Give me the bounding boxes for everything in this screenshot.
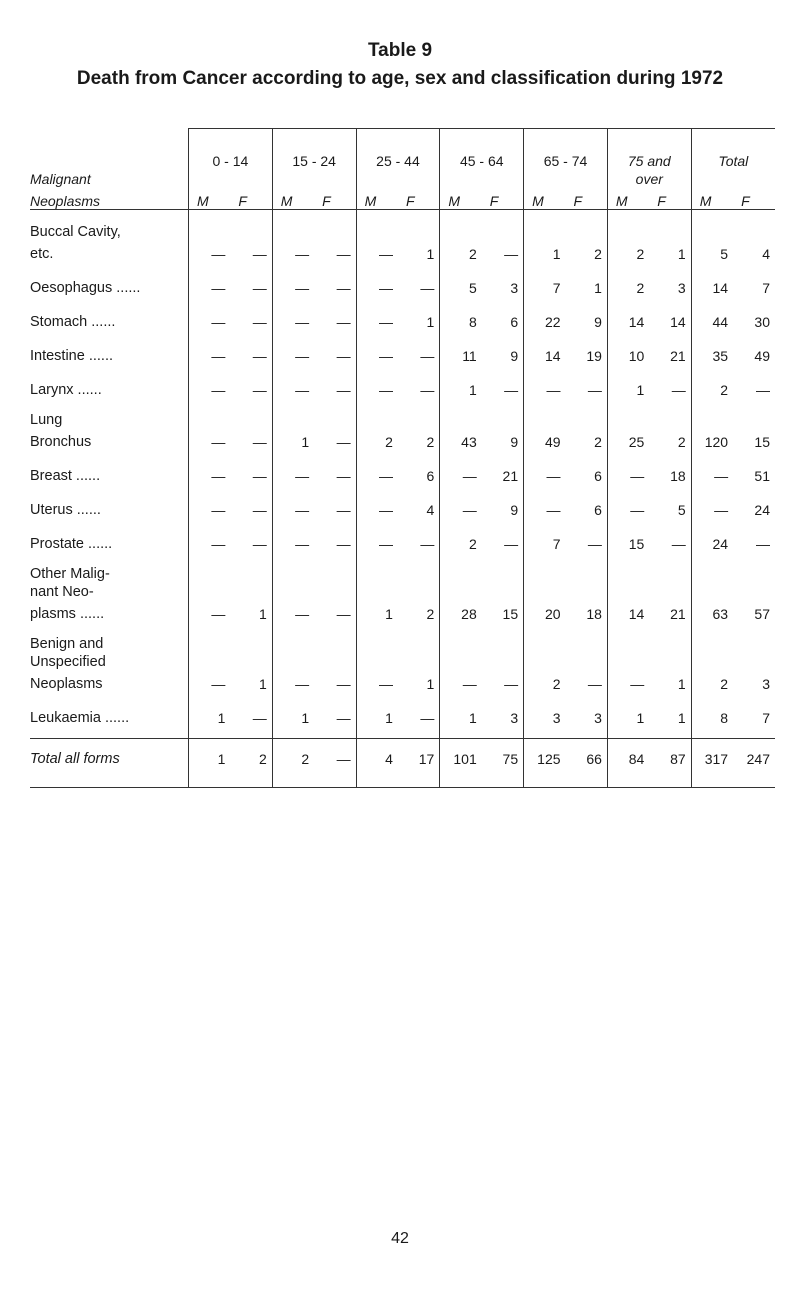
male-value-cell: 35 (712, 348, 729, 364)
female-value-cell: 1 (649, 704, 691, 726)
cancer-deaths-table (30, 128, 775, 788)
male-value-cell: 84 (628, 751, 645, 767)
male-value-cell: — (295, 280, 310, 296)
male-value-cell: 14 (628, 314, 645, 330)
row-label: Prostate ...... (30, 530, 189, 552)
male-value-cell: — (211, 502, 226, 518)
female-value-cell: 2 (649, 428, 691, 450)
male-value-cell: 120 (704, 434, 729, 450)
male-value-cell: — (378, 536, 393, 552)
male-value-cell: — (378, 502, 393, 518)
female-value-cell: — (314, 600, 356, 622)
female-value-cell: — (398, 704, 440, 726)
age-group-header-line2: over (607, 169, 691, 187)
female-value-cell: — (230, 428, 272, 450)
table-row (30, 462, 775, 484)
male-value-cell: 22 (544, 314, 561, 330)
female-value-cell: — (314, 462, 356, 484)
female-value-cell: — (398, 376, 440, 398)
male-value-cell: — (378, 314, 393, 330)
age-group-header: 25 - 44 (356, 147, 440, 169)
female-value-cell: 9 (482, 428, 524, 450)
female-value-cell: 2 (566, 428, 608, 450)
female-value-cell: 15 (482, 600, 524, 622)
female-value-cell: 75 (482, 745, 524, 767)
female-value-cell: 49 (754, 348, 770, 364)
row-label: Intestine ...... (30, 342, 189, 364)
male-value-cell: 5 (468, 280, 477, 296)
female-value-cell: 51 (754, 468, 770, 484)
female-value-cell: — (230, 496, 272, 518)
header-top-rule (30, 129, 775, 148)
male-value-cell: 7 (552, 280, 561, 296)
male-value-cell: — (211, 468, 226, 484)
female-value-cell: 24 (754, 502, 770, 518)
table-title: Table 9 (367, 40, 433, 61)
male-value-cell: — (714, 468, 729, 484)
female-value-cell: 1 (649, 670, 691, 692)
male-value-cell: — (462, 676, 477, 692)
female-value-cell: 6 (566, 462, 608, 484)
male-value-cell: — (211, 280, 226, 296)
header-age-groups (30, 147, 775, 169)
total-header: Total (718, 153, 749, 169)
female-value-cell: 3 (482, 274, 524, 296)
female-value-cell: 18 (649, 462, 691, 484)
male-value-cell: — (295, 536, 310, 552)
female-header: F (733, 187, 775, 210)
female-value-cell: — (314, 342, 356, 364)
female-value-cell: 87 (649, 745, 691, 767)
table-row (30, 704, 775, 726)
female-value-cell: 21 (649, 600, 691, 622)
male-value-cell: 3 (552, 710, 561, 726)
male-value-cell: 14 (628, 606, 645, 622)
female-value-cell: — (230, 308, 272, 330)
male-value-cell: 7 (552, 536, 561, 552)
female-value-cell: — (314, 530, 356, 552)
male-value-cell: 1 (468, 710, 477, 726)
male-value-cell: — (546, 502, 561, 518)
table-total (30, 739, 775, 788)
male-value-cell: 10 (628, 348, 645, 364)
female-value-cell: 14 (649, 308, 691, 330)
row-label: Breast ...... (30, 462, 189, 484)
male-value-cell: — (295, 502, 310, 518)
male-value-cell: 1 (552, 246, 561, 262)
female-value-cell: 1 (649, 240, 691, 262)
male-header: M (440, 187, 482, 210)
female-header: F (649, 187, 691, 210)
female-value-cell: 4 (762, 246, 770, 262)
female-value-cell: — (398, 274, 440, 296)
female-value-cell: 2 (398, 428, 440, 450)
male-value-cell: — (378, 468, 393, 484)
row-label: Neoplasms (30, 670, 189, 692)
female-value-cell: 6 (482, 308, 524, 330)
male-value-cell: — (211, 676, 226, 692)
female-value-cell: — (649, 376, 691, 398)
table-row-label-line (30, 564, 775, 582)
male-value-cell: 1 (636, 710, 645, 726)
female-value-cell: 9 (566, 308, 608, 330)
female-value-cell: — (314, 496, 356, 518)
male-value-cell: 2 (301, 751, 310, 767)
age-group-header: 0 - 14 (189, 147, 273, 169)
female-value-cell: 3 (762, 676, 770, 692)
male-header: M (189, 187, 231, 210)
female-header: F (482, 187, 524, 210)
female-value-cell: 19 (566, 342, 608, 364)
table-row (30, 530, 775, 552)
male-value-cell: — (714, 502, 729, 518)
female-value-cell: 9 (482, 496, 524, 518)
row-label: Lung (30, 410, 189, 428)
male-value-cell: — (211, 606, 226, 622)
female-value-cell: — (756, 382, 770, 398)
male-value-cell: 25 (628, 434, 645, 450)
female-value-cell: 6 (566, 496, 608, 518)
header-row-2 (30, 169, 775, 187)
female-header: F (566, 187, 608, 210)
female-value-cell: — (482, 530, 524, 552)
male-value-cell: — (295, 468, 310, 484)
male-value-cell: 2 (636, 280, 645, 296)
female-value-cell: — (230, 274, 272, 296)
female-value-cell: — (230, 240, 272, 262)
female-value-cell: 247 (746, 751, 770, 767)
female-value-cell: 2 (398, 600, 440, 622)
male-value-cell: — (211, 348, 226, 364)
female-value-cell: 57 (754, 606, 770, 622)
table-row (30, 600, 775, 622)
male-value-cell: 101 (453, 751, 477, 767)
male-value-cell: — (462, 502, 477, 518)
female-value-cell: — (314, 240, 356, 262)
male-value-cell: 2 (636, 246, 645, 262)
male-value-cell: 20 (544, 606, 561, 622)
female-value-cell: 3 (566, 704, 608, 726)
male-value-cell: — (295, 382, 310, 398)
male-header: M (691, 187, 733, 210)
female-value-cell: 1 (398, 240, 440, 262)
female-value-cell: 21 (482, 462, 524, 484)
male-value-cell: 14 (544, 348, 561, 364)
female-value-cell: 6 (398, 462, 440, 484)
male-value-cell: — (211, 246, 226, 262)
table-subtitle: Death from Cancer according to age, sex and classification during 1972 (76, 68, 724, 89)
female-value-cell: — (398, 342, 440, 364)
male-value-cell: 2 (468, 246, 477, 262)
male-value-cell: 8 (468, 314, 477, 330)
male-value-cell: 2 (552, 676, 561, 692)
male-value-cell: 24 (712, 536, 729, 552)
male-value-cell: — (378, 676, 393, 692)
male-value-cell: — (211, 382, 226, 398)
male-value-cell: 1 (636, 382, 645, 398)
male-value-cell: — (546, 382, 561, 398)
male-value-cell: 14 (712, 280, 729, 296)
female-value-cell: — (314, 274, 356, 296)
female-value-cell: 30 (754, 314, 770, 330)
female-value-cell: 7 (762, 280, 770, 296)
male-value-cell: 44 (712, 314, 729, 330)
female-value-cell: — (314, 376, 356, 398)
male-value-cell: 1 (301, 434, 310, 450)
table-row-label-line (30, 582, 775, 600)
male-value-cell: 11 (462, 348, 477, 364)
female-value-cell: 66 (566, 745, 608, 767)
female-value-cell: — (314, 745, 356, 767)
row-label: Buccal Cavity, (30, 222, 189, 240)
table-row (30, 274, 775, 296)
male-value-cell: 2 (385, 434, 393, 450)
female-value-cell: 1 (230, 670, 272, 692)
male-value-cell: 8 (720, 710, 729, 726)
female-value-cell: — (482, 240, 524, 262)
female-value-cell: 21 (649, 342, 691, 364)
female-value-cell: 4 (398, 496, 440, 518)
female-value-cell: — (482, 376, 524, 398)
row-label: Leukaemia ...... (30, 704, 189, 726)
row-label: plasms ...... (30, 600, 189, 622)
row-label-header-line2: Neoplasms (30, 187, 189, 210)
female-value-cell: — (314, 704, 356, 726)
male-value-cell: — (295, 314, 310, 330)
female-value-cell: — (566, 376, 608, 398)
female-value-cell: — (230, 704, 272, 726)
male-value-cell: 2 (720, 382, 729, 398)
female-value-cell: 1 (566, 274, 608, 296)
female-value-cell: — (566, 670, 608, 692)
row-label: Oesophagus ...... (30, 274, 189, 296)
row-label-header-line1: Malignant (30, 169, 189, 187)
male-header: M (272, 187, 314, 210)
row-label: Unspecified (30, 652, 189, 670)
male-value-cell: 1 (301, 710, 310, 726)
male-value-cell: — (295, 348, 310, 364)
female-value-cell: 1 (398, 670, 440, 692)
male-value-cell: 5 (720, 246, 729, 262)
male-value-cell: — (378, 246, 393, 262)
female-value-cell: 18 (566, 600, 608, 622)
male-value-cell: 63 (712, 606, 729, 622)
female-value-cell: 15 (754, 434, 770, 450)
table-row-label-line (30, 410, 775, 428)
male-value-cell: — (378, 280, 393, 296)
row-label: Other Malig- (30, 564, 189, 582)
female-value-cell: — (230, 342, 272, 364)
female-header: F (398, 187, 440, 210)
table-row (30, 670, 775, 692)
male-value-cell: 28 (461, 606, 477, 622)
female-value-cell: — (314, 428, 356, 450)
male-value-cell: — (378, 382, 393, 398)
male-value-cell: — (630, 468, 645, 484)
table-row-label-line (30, 222, 775, 240)
female-value-cell: — (230, 530, 272, 552)
male-value-cell: — (211, 314, 226, 330)
male-value-cell: 1 (217, 710, 226, 726)
age-group-header: 75 and (607, 147, 691, 169)
table-row-label-line (30, 634, 775, 652)
male-value-cell: 43 (461, 434, 477, 450)
female-value-cell: 2 (230, 745, 272, 767)
female-value-cell: — (314, 308, 356, 330)
male-header: M (607, 187, 649, 210)
female-value-cell: — (398, 530, 440, 552)
table-row-label-line (30, 652, 775, 670)
male-value-cell: 317 (704, 751, 729, 767)
male-value-cell: — (295, 606, 310, 622)
male-value-cell: 125 (537, 751, 561, 767)
table-body (30, 210, 775, 739)
table-row (30, 308, 775, 330)
page-number: 42 (391, 1230, 409, 1247)
row-label: nant Neo- (30, 582, 189, 600)
row-label: Larynx ...... (30, 376, 189, 398)
male-value-cell: 49 (544, 434, 561, 450)
row-label: Stomach ...... (30, 308, 189, 330)
row-label: Bronchus (30, 428, 189, 450)
male-value-cell: 1 (385, 606, 393, 622)
female-value-cell: 3 (649, 274, 691, 296)
table-row (30, 496, 775, 518)
age-group-header: 45 - 64 (440, 147, 524, 169)
row-label: Total all forms (30, 745, 189, 767)
male-value-cell: 15 (628, 536, 645, 552)
male-value-cell: — (211, 434, 226, 450)
table-row (30, 428, 775, 450)
male-value-cell: — (630, 502, 645, 518)
header-sex-row (30, 187, 775, 210)
female-value-cell: — (566, 530, 608, 552)
male-value-cell: 1 (385, 710, 393, 726)
row-label: etc. (30, 240, 189, 262)
table-row (30, 240, 775, 262)
male-value-cell: — (295, 246, 310, 262)
female-value-cell: — (230, 462, 272, 484)
table-row (30, 342, 775, 364)
row-label: Benign and (30, 634, 189, 652)
male-value-cell: 2 (468, 536, 477, 552)
female-value-cell: — (230, 376, 272, 398)
female-value-cell: 3 (482, 704, 524, 726)
male-value-cell: — (546, 468, 561, 484)
male-value-cell: 1 (468, 382, 477, 398)
female-value-cell: 9 (482, 342, 524, 364)
female-header: F (230, 187, 272, 210)
male-value-cell: — (630, 676, 645, 692)
female-header: F (314, 187, 356, 210)
male-value-cell: — (462, 468, 477, 484)
female-value-cell: — (482, 670, 524, 692)
female-value-cell: — (756, 536, 770, 552)
female-value-cell: 2 (566, 240, 608, 262)
male-value-cell: — (378, 348, 393, 364)
female-value-cell: 7 (762, 710, 770, 726)
row-label: Uterus ...... (30, 496, 189, 518)
female-value-cell: 1 (230, 600, 272, 622)
female-value-cell: 17 (398, 745, 440, 767)
male-header: M (356, 187, 398, 210)
female-value-cell: — (649, 530, 691, 552)
male-value-cell: 2 (720, 676, 729, 692)
male-value-cell: 4 (385, 751, 393, 767)
female-value-cell: 5 (649, 496, 691, 518)
male-value-cell: — (211, 536, 226, 552)
male-header: M (524, 187, 566, 210)
total-row (30, 745, 775, 767)
age-group-header: 65 - 74 (524, 147, 608, 169)
female-value-cell: 1 (398, 308, 440, 330)
male-value-cell: — (295, 676, 310, 692)
age-group-header: 15 - 24 (272, 147, 356, 169)
female-value-cell: — (314, 670, 356, 692)
male-value-cell: 1 (217, 751, 226, 767)
table-row (30, 376, 775, 398)
